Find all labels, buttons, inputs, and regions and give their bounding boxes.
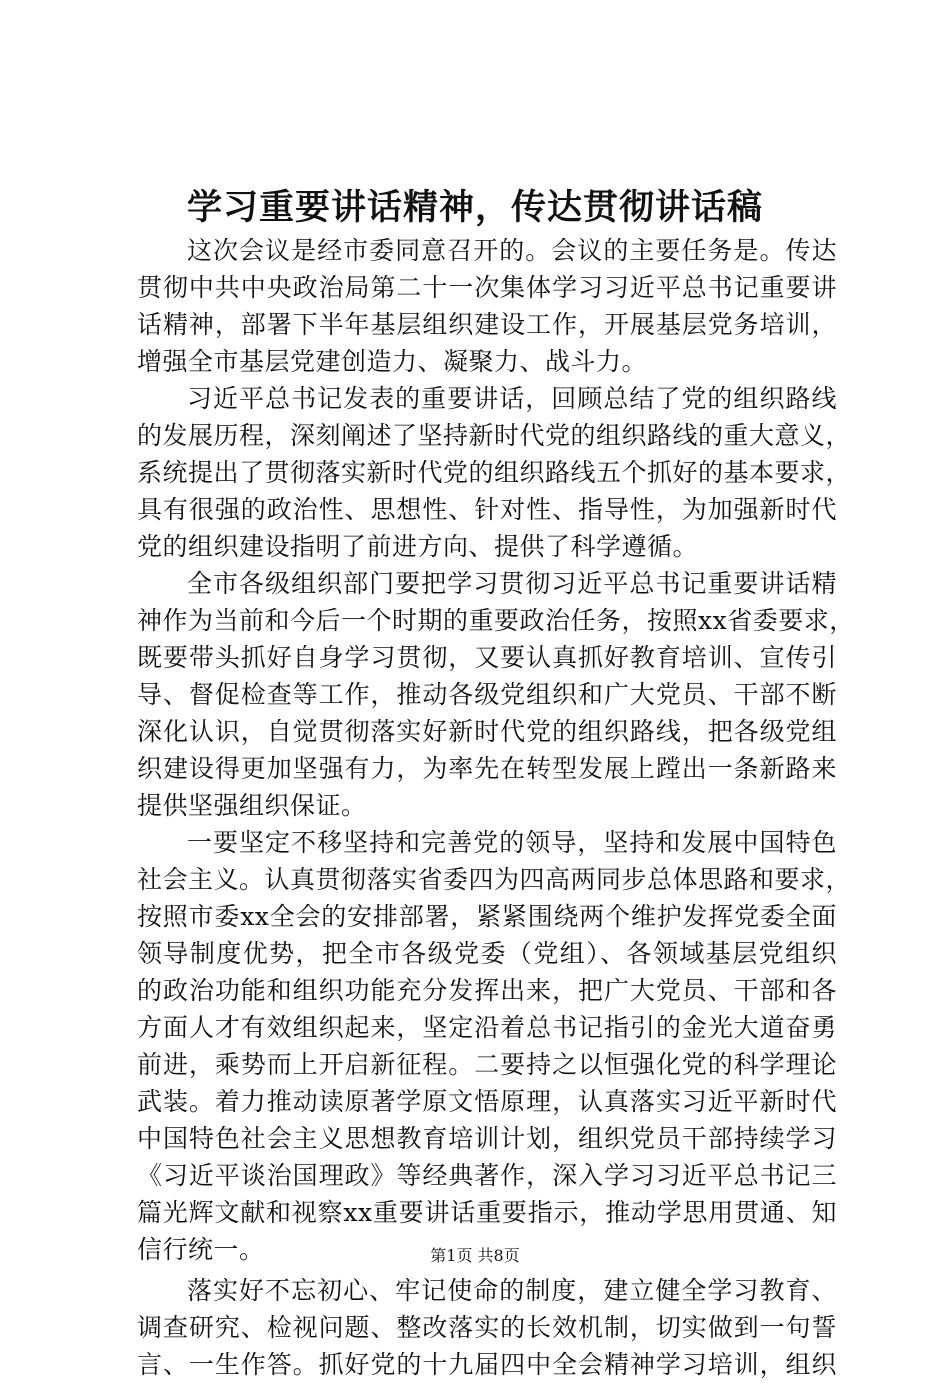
paragraph-line: 领导制度优势，把全市各级党委（党组）、各领域基层党组织 (137, 939, 837, 968)
paragraph-line: 具有很强的政治性、思想性、针对性、指导性，为加强新时代 (137, 495, 837, 524)
paragraph-line: 深化认识，自觉贯彻落实好新时代党的组织路线，把各级党组 (137, 717, 837, 746)
paragraph-line: 这次会议是经市委同意召开的。会议的主要任务是。传达 (187, 236, 837, 265)
paragraph-line: 提供坚强组织保证。 (137, 791, 367, 820)
paragraph (137, 232, 837, 380)
paragraph-line: 信行统一。 (137, 1235, 265, 1264)
paragraph-line: 贯彻中共中央政治局第二十一次集体学习习近平总书记重要讲 (137, 273, 837, 302)
paragraph-line: 《习近平谈治国理政》等经典著作，深入学习习近平总书记三 (137, 1161, 837, 1190)
paragraph-line: 一要坚定不移坚持和完善党的领导，坚持和发展中国特色 (187, 828, 837, 857)
paragraph-line: 习近平总书记发表的重要讲话，回顾总结了党的组织路线 (187, 384, 837, 413)
paragraph-line: 社会主义。认真贯彻落实省委四为四高两同步总体思路和要求， (137, 865, 852, 894)
paragraph (137, 1272, 837, 1383)
paragraph-line: 神作为当前和今后一个时期的重要政治任务，按照xx省委要求， (137, 606, 855, 635)
paragraph-line: 党的组织建设指明了前进方向、提供了科学遵循。 (137, 532, 699, 561)
paragraph-line: 武装。着力推动读原著学原文悟原理，认真落实习近平新时代 (137, 1087, 837, 1116)
paragraph-line: 既要带头抓好自身学习贯彻，又要认真抓好教育培训、宣传引 (137, 643, 837, 672)
paragraph-line: 系统提出了贯彻落实新时代党的组织路线五个抓好的基本要求， (137, 458, 852, 487)
paragraph (137, 824, 852, 1268)
paragraph-line: 的发展历程，深刻阐述了坚持新时代党的组织路线的重大意义， (137, 421, 852, 450)
paragraph-line: 落实好不忘初心、牢记使命的制度，建立健全学习教育、 (187, 1276, 837, 1305)
paragraph-line: 导、督促检查等工作，推动各级党组织和广大党员、干部不断 (137, 680, 837, 709)
document-title: 学习重要讲话精神，传达贯彻讲话稿 (186, 187, 763, 228)
paragraph-line: 织建设得更加坚强有力，为率先在转型发展上蹚出一条新路来 (137, 754, 837, 783)
paragraph-line: 言、一生作答。抓好党的十九届四中全会精神学习培训，组织 (137, 1350, 837, 1379)
paragraph-line: 前进，乘势而上开启新征程。二要持之以恒强化党的科学理论 (137, 1050, 837, 1079)
page-footer: 第1页 共8页 (430, 1246, 520, 1265)
paragraph-line: 中国特色社会主义思想教育培训计划，组织党员干部持续学习 (137, 1124, 837, 1153)
paragraph-line: 增强全市基层党建创造力、凝聚力、战斗力。 (137, 347, 648, 376)
paragraph-line: 全市各级组织部门要把学习贯彻习近平总书记重要讲话精 (187, 569, 837, 598)
paragraph (137, 565, 855, 824)
paragraph (137, 380, 852, 565)
paragraph-line: 话精神，部署下半年基层组织建设工作，开展基层党务培训， (137, 310, 837, 339)
paragraph-line: 调查研究、检视问题、整改落实的长效机制，切实做到一句誓 (137, 1313, 837, 1342)
paragraph-line: 按照市委xx全会的安排部署，紧紧围绕两个维护发挥党委全面 (137, 902, 837, 931)
document-body (137, 232, 855, 1383)
paragraph-line: 篇光辉文献和视察xx重要讲话重要指示，推动学思用贯通、知 (137, 1198, 837, 1227)
paragraph-line: 方面人才有效组织起来，坚定沿着总书记指引的金光大道奋勇 (137, 1013, 837, 1042)
paragraph-line: 的政治功能和组织功能充分发挥出来，把广大党员、干部和各 (137, 976, 837, 1005)
